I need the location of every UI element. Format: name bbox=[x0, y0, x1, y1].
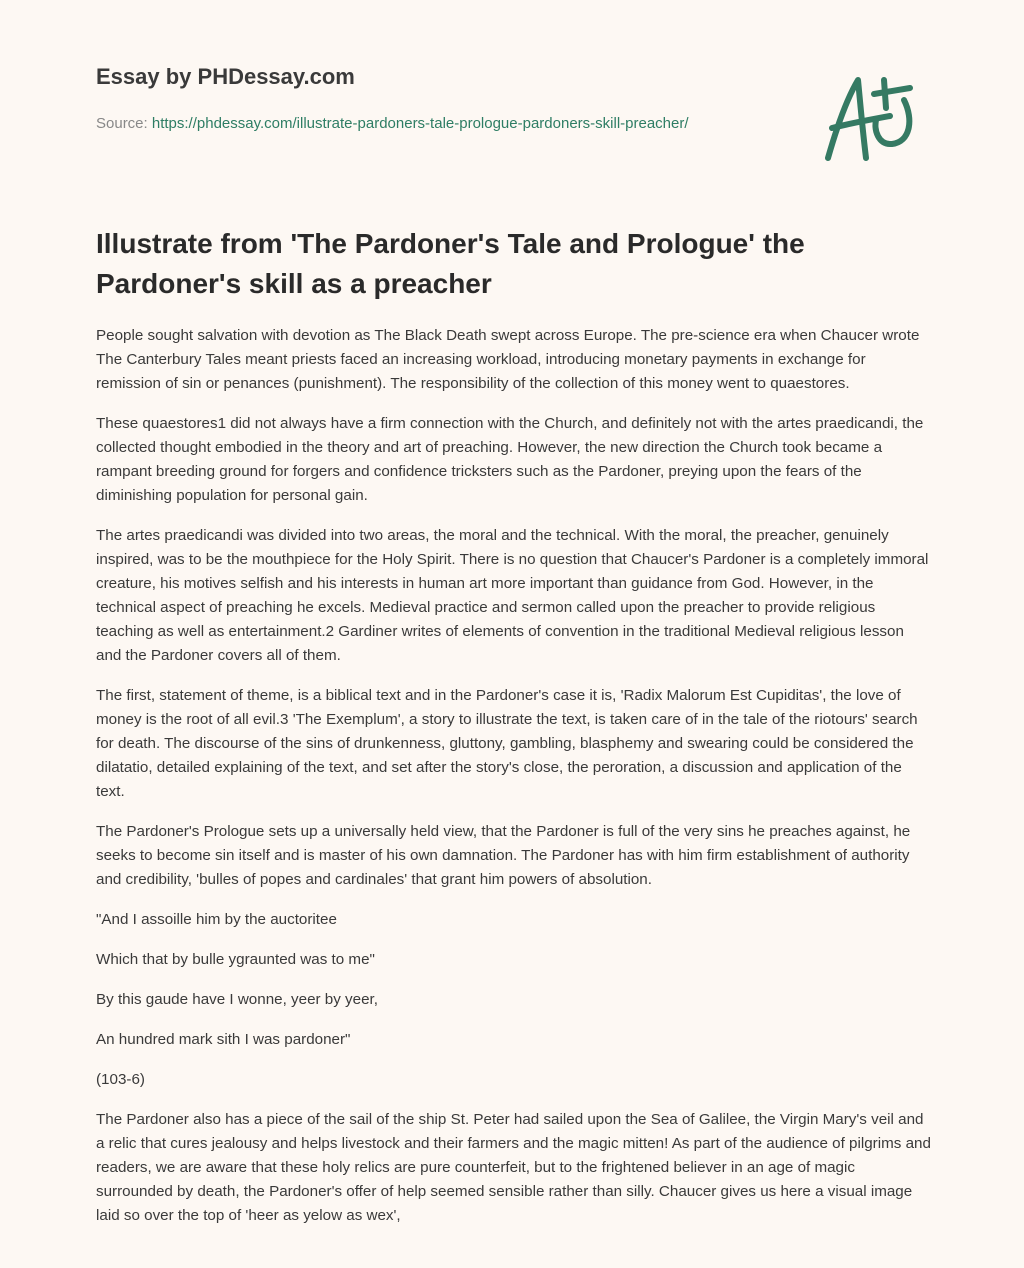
paragraph: People sought salvation with devotion as The Black Death swept across Europe. The pre-science era when Chaucer wrote The Canterbury Tales meant priests faced an increasing workload, introducing monetary payments in exchange for remission of sin or penances (punishment). The responsibility of the collection of this money went to quaestores. bbox=[96, 327, 920, 392]
quote-line: "And I assoille him by the auctoritee bbox=[96, 911, 337, 928]
paragraph: The first, statement of theme, is a biblical text and in the Pardoner's case it is, 'Radix Malorum Est Cupiditas', the love of money is the root of all evil.3 'The Exemplum', a story to illustrate the text, is taken care of in the tale of the riotours' search for death. The discourse of the sins of drunkenness, gluttony, gambling, blasphemy and swearing could be considered the dilatatio, detailed explaining of the text, and set after the story's close, the peroration, a discussion and application of the text. bbox=[96, 687, 918, 800]
essay-title: Illustrate from 'The Pardoner's Tale and Prologue' the Pardoner's skill as a preacher bbox=[96, 228, 805, 299]
quote-line: By this gaude have I wonne, yeer by yeer, bbox=[96, 991, 378, 1008]
site-brand: Essay by PHDessay.com bbox=[96, 64, 355, 89]
a-plus-logo-icon bbox=[818, 70, 928, 165]
paragraph: The Pardoner also has a piece of the sail of the ship St. Peter had sailed upon the Sea of Galilee, the Virgin Mary's veil and a relic that cures jealousy and helps livestock and their farmers and the magic mitten! As part of the audience of pilgrims and readers, we are aware that these holy relics are pure counterfeit, but to the frightened believer in an age of magic surrounded by death, the Pardoner's offer of help seemed sensible rather than silly. Chaucer gives us here a visual image laid so over the top of 'heer as yelow as wex', bbox=[96, 1111, 931, 1224]
paragraph: These quaestores1 did not always have a firm connection with the Church, and definitely not with the artes praedicandi, the collected thought embodied in the theory and art of preaching. However, the new direction the Church took became a rampant breeding ground for forgers and confidence tricksters such as the Pardoner, preying upon the fears of the diminishing population for personal gain. bbox=[96, 415, 924, 504]
citation: (103-6) bbox=[96, 1071, 145, 1088]
paragraph: The Pardoner's Prologue sets up a universally held view, that the Pardoner is full of the very sins he preaches against, he seeks to become sin itself and is master of his own damnation. The Pardoner has with him firm establishment of authority and credibility, 'bulles of popes and cardinales' that grant him powers of absolution. bbox=[96, 823, 911, 888]
quote-line: An hundred mark sith I was pardoner" bbox=[96, 1031, 351, 1048]
paragraph: The artes praedicandi was divided into two areas, the moral and the technical. With the moral, the preacher, genuinely inspired, was to be the mouthpiece for the Holy Spirit. There is no question that Chaucer's Pardoner is a completely immoral creature, his motives selfish and his interests in human art more important than guidance from God. However, in the technical aspect of preaching he excels. Medieval practice and sermon called upon the preacher to provide religious teaching as well as entertainment.2 Gardiner writes of elements of convention in the traditional Medieval religious lesson and the Pardoner covers all of them. bbox=[96, 527, 929, 664]
source-link[interactable]: https://phdessay.com/illustrate-pardoners-tale-prologue-pardoners-skill-preacher/ bbox=[151, 115, 689, 132]
source-label: Source: bbox=[96, 115, 152, 132]
source-line bbox=[96, 112, 716, 136]
quote-line: Which that by bulle ygraunted was to me" bbox=[96, 951, 375, 968]
essay-body bbox=[96, 324, 932, 1244]
